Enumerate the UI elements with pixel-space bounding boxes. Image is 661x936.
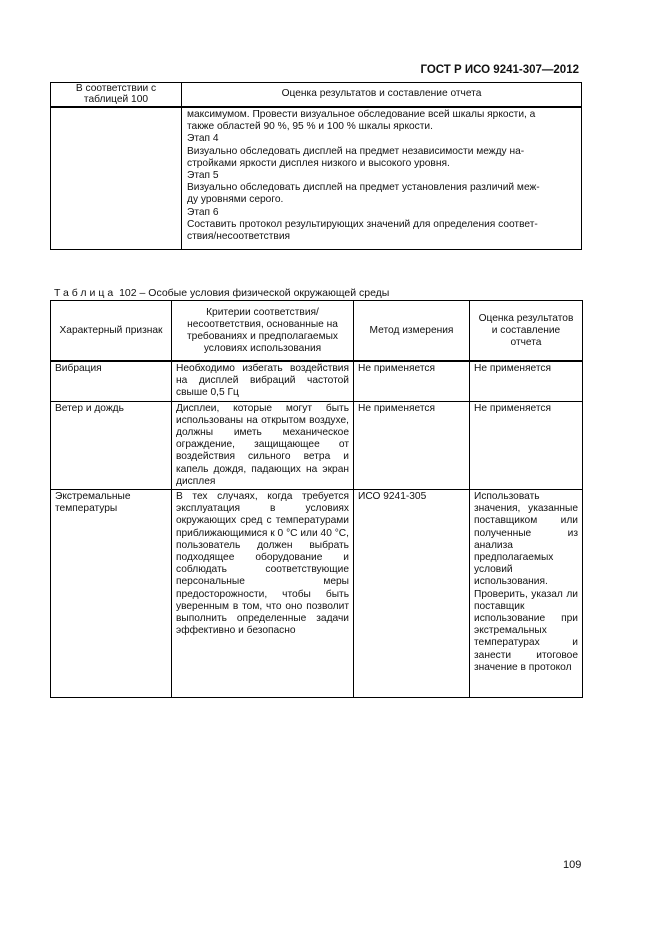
col-header-criteria: Критерии соответствия/несоответствия, основанные на требованиях и предполагаемых условиях использования <box>172 301 354 362</box>
method-cell: Не применяется <box>354 401 470 489</box>
page-number: 109 <box>563 859 582 871</box>
table-row <box>51 107 582 250</box>
text-line: также областей 90 %, 95 % и 100 % шкалы яркости. <box>187 121 433 133</box>
text-line: Составить протокол результирующих значений для определения соответ- <box>187 218 538 230</box>
step-label: Этап 4 <box>187 133 219 145</box>
text-line: максимумом. Провести визуальное обследование всей шкалы яркости, а <box>187 109 536 120</box>
empty-cell <box>51 107 182 250</box>
criteria-cell: В тех случаях, когда требуется эксплуатация в условиях окружающих сред с температурами приближающимися к 0 °С или 40 °С, пользователь должен выбрать подходящее оборудование и соблюдать соответствующие персональные меры предосторожности, чтобы быть уверенным в том, что оно позволит выполнить определенные задачи эффективно и безопасно <box>172 490 354 698</box>
evaluation-cell: Не применяется <box>470 401 583 489</box>
caption-label: Таблица <box>54 287 117 299</box>
document-header: ГОСТ Р ИСО 9241-307—2012 <box>420 64 579 76</box>
continuation-table <box>50 82 582 250</box>
table-caption <box>54 287 389 299</box>
evaluation-cell: Использовать значения, указанные поставщиком или полученные из анализа предполагаемых условий использования. Проверить, указал ли поставщик использование при экстремальных температурах и занести итоговое значение в протокол <box>470 490 583 698</box>
step-label: Этап 5 <box>187 170 219 182</box>
feature-cell: Экстремальные температуры <box>51 490 172 698</box>
table-row <box>51 361 583 401</box>
table-row <box>51 401 583 489</box>
conditions-table <box>50 300 583 698</box>
text-line: ствия/несоответствия <box>187 231 291 243</box>
text-line: ду уровнями серого. <box>187 194 284 206</box>
col-header-evaluation: Оценка результатов и составление отчета <box>182 83 582 108</box>
continuation-text <box>182 107 582 250</box>
step-label: Этап 6 <box>187 206 219 218</box>
col-header-method: Метод измерения <box>354 301 470 362</box>
text-line: Визуально обследовать дисплей на предмет независимости между на- <box>187 145 525 157</box>
criteria-cell: Дисплеи, которые могут быть использованы на открытом воздухе, должны иметь механическое ограждение, защищающее от воздействия сильного ветра и капель дождя, падающих на экран дисплея <box>172 401 354 489</box>
caption-text: 102 – Особые условия физической окружающей среды <box>119 287 390 299</box>
feature-cell: Ветер и дождь <box>51 401 172 489</box>
text-line: Визуально обследовать дисплей на предмет установления различий меж- <box>187 182 540 194</box>
evaluation-cell: Не применяется <box>470 361 583 401</box>
col-header-feature: Характерный признак <box>51 301 172 362</box>
criteria-cell: Необходимо избегать воздействия на дисплей вибраций частотой свыше 0,5 Гц <box>172 361 354 401</box>
method-cell: ИСО 9241-305 <box>354 490 470 698</box>
feature-cell: Вибрация <box>51 361 172 401</box>
method-cell: Не применяется <box>354 361 470 401</box>
table-row <box>51 490 583 698</box>
col-header-reference: В соответствии с таблицей 100 <box>51 83 182 108</box>
col-header-evaluation: Оценка результатов и составление отчета <box>470 301 583 362</box>
text-line: стройками яркости дисплея низкого и высокого уровня. <box>187 157 450 169</box>
